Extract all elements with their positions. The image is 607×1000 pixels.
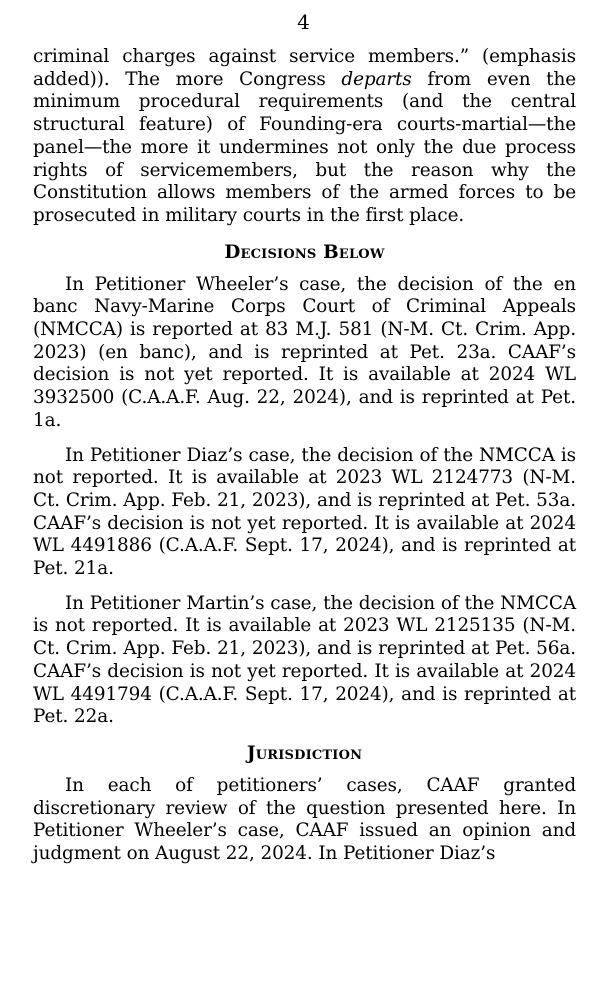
jurisdiction-paragraph: In each of petitioners’ cases, CAAF granted discretionary review of the question presented here. In Petitioner Wheeler’s case, CAAF issued an opinion and judgment on August 22, 2024. In Petitioner Diaz’s (33, 774, 576, 865)
page-body (33, 46, 576, 866)
opening-text-end: from even the minimum procedural requirements (and the central structural feature) of Founding-era courts-martial—the panel—the more it undermines not only the due process rights of servicemembers, but the reason why the Constitution allows members of the armed forces to be prosecuted in military courts in the first place. (33, 68, 576, 226)
opening-paragraph (33, 46, 576, 228)
diaz-decision-paragraph: In Petitioner Diaz’s case, the decision of the NMCCA is not reported. It is available at 2023 WL 2124773 (N-M. Ct. Crim. App. Feb. 21, 2023), and is reprinted at Pet. 53a. CAAF’s decision is not yet reported. It is available at 2024 WL 4491886 (C.A.A.F. Sept. 17, 2024), and is reprinted at Pet. 21a. (33, 444, 576, 580)
decisions-below-heading: Decisions Below (224, 241, 385, 263)
wheeler-decision-paragraph: In Petitioner Wheeler’s case, the decision of the en banc Navy-Marine Corps Court of Criminal Appeals (NMCCA) is reported at 83 M.J. 581 (N-M. Ct. Crim. App. 2023) (en banc), and is reprinted at Pet. 23a. CAAF’s decision is not yet reported. It is available at 2024 WL 3932500 (C.A.A.F. Aug. 22, 2024), and is reprinted at Pet. 1a. (33, 273, 576, 431)
martin-decision-paragraph: In Petitioner Martin’s case, the decision of the NMCCA is not reported. It is available at 2023 WL 2125135 (N-M. Ct. Crim. App. Feb. 21, 2023), and is reprinted at Pet. 56a. CAAF’s decision is not yet reported. It is available at 2024 WL 4491794 (C.A.A.F. Sept. 17, 2024), and is reprinted at Pet. 22a. (33, 592, 576, 728)
page-number: 4 (297, 10, 310, 34)
emphasized-word: departs (341, 68, 412, 90)
opening-text-start: criminal charges against service members.” (emphasis added)). The more Congress (33, 46, 576, 90)
jurisdiction-heading: Jurisdiction (246, 742, 363, 764)
